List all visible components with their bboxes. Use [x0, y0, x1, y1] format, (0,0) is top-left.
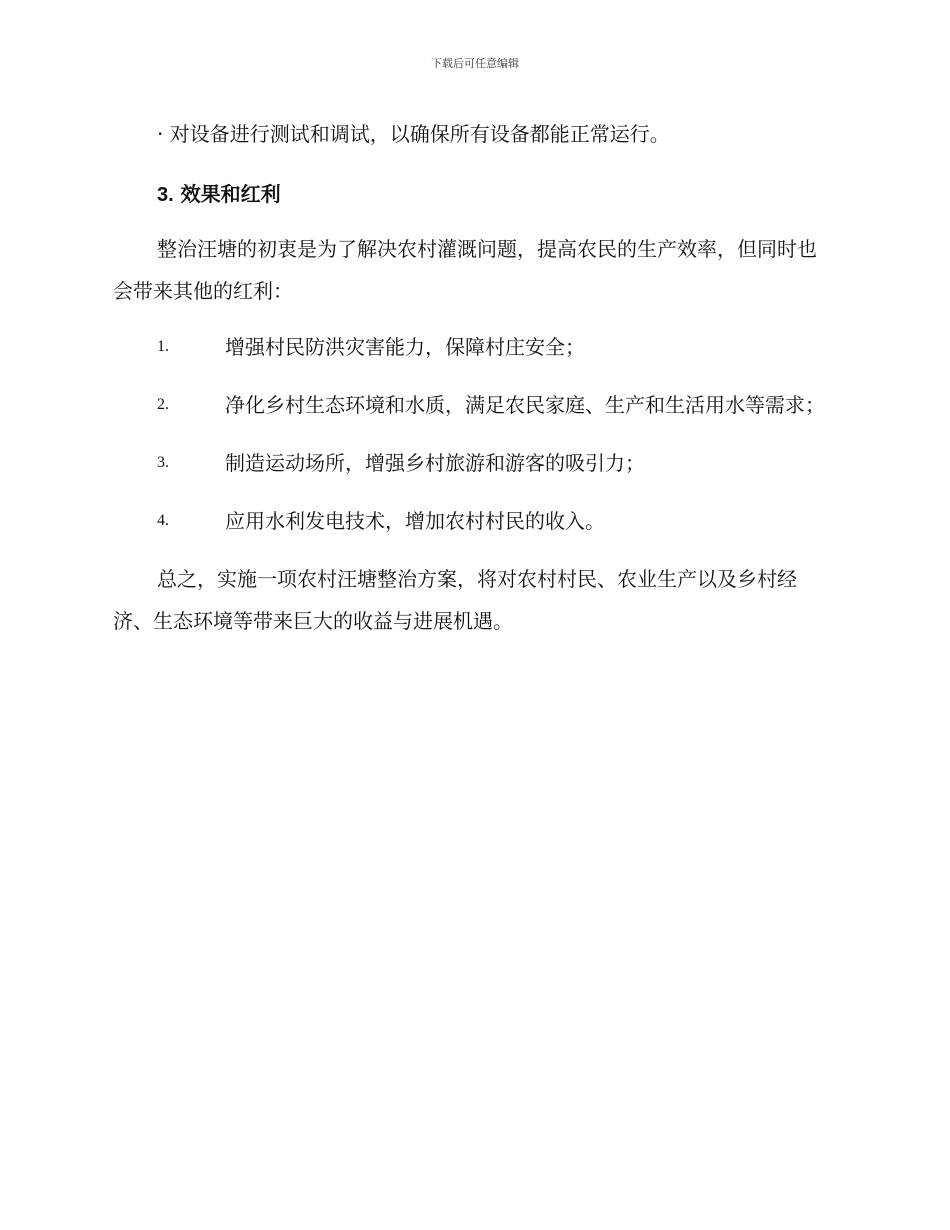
bullet-paragraph: · 对设备进行测试和调试，以确保所有设备都能正常运行。 — [157, 122, 670, 146]
list-item-text: 制造运动场所，增强乡村旅游和游客的吸引力； — [225, 451, 645, 475]
list-item — [113, 442, 833, 484]
page-header: 下载后可任意编辑 — [431, 57, 519, 70]
list-item-number: 4. — [157, 512, 169, 529]
page-content — [113, 113, 833, 642]
list-item — [113, 384, 833, 426]
list-item-text: 应用水利发电技术，增加农村村民的收入。 — [225, 509, 605, 533]
list-item-number: 1. — [157, 338, 169, 355]
benefit-list — [113, 326, 833, 542]
section-heading — [157, 173, 833, 216]
list-item — [113, 500, 833, 542]
list-item-number: 2. — [157, 396, 169, 413]
intro-paragraph: 整治汪塘的初衷是为了解决农村灌溉问题，提高农民的生产效率，但同时也会带来其他的红利： — [113, 237, 817, 303]
section-heading-title: 效果和红利 — [173, 182, 281, 206]
list-item-number: 3. — [157, 454, 169, 471]
section-heading-number: 3. — [157, 184, 174, 206]
list-item-text: 净化乡村生态环境和水质，满足农民家庭、生产和生活用水等需求； — [225, 393, 825, 417]
list-item — [113, 326, 833, 368]
conclusion-paragraph: 总之，实施一项农村汪塘整治方案，将对农村村民、农业生产以及乡村经济、生态环境等带来巨大的收益与进展机遇。 — [113, 567, 797, 633]
list-item-text: 增强村民防洪灾害能力，保障村庄安全； — [225, 335, 585, 359]
